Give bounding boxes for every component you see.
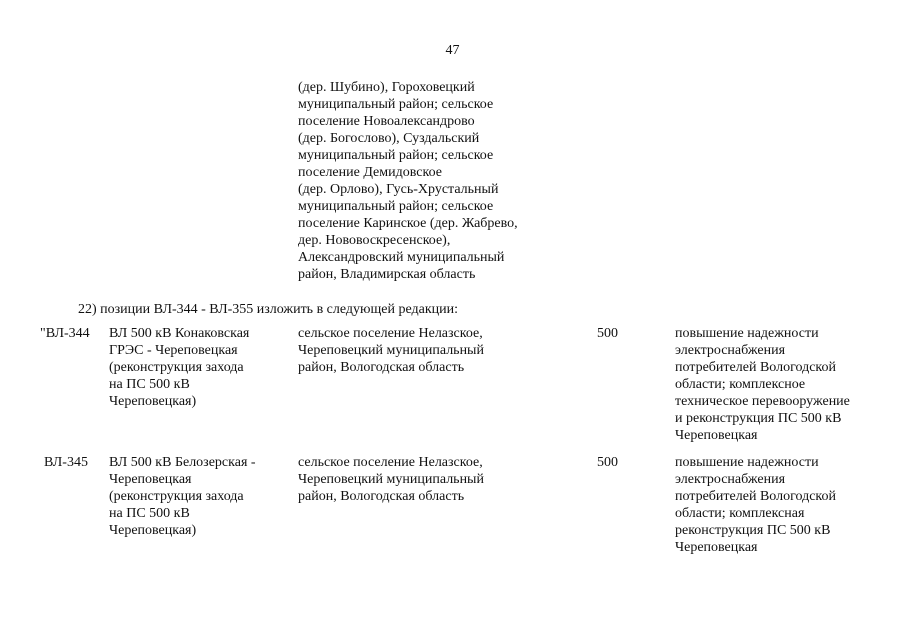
page-number: 47 — [445, 43, 460, 58]
amendment-instruction: 22) позиции ВЛ-344 - ВЛ-355 изложить в следующей редакции: — [78, 302, 459, 317]
position-code: ВЛ-345 — [44, 455, 88, 470]
line-name: ВЛ 500 кВ Белозерская - Череповецкая (реконструкция захода на ПС 500 кВ Череповецкая) — [109, 455, 256, 538]
purpose: повышение надежности электроснабжения потребителей Вологодской области; комплексное техническое перевооружение и реконструкция ПС 500 кВ Череповецкая — [675, 326, 850, 443]
position-code: "ВЛ-344 — [40, 326, 90, 341]
continued-location-text: (дер. Шубино), Гороховецкий муниципальный район; сельское поселение Новоалександрово (дер. Богослово), Суздальский муниципальный район; сельское поселение Демидовское (дер. Орлово), Гусь-Хрустальный муниципальный район; сельское поселение Каринское (дер. Жабрево, дер. Нововоскресенское), Александровский муниципальный район, Владимирская область — [298, 80, 518, 282]
purpose: повышение надежности электроснабжения потребителей Вологодской области; комплексная реконструкция ПС 500 кВ Череповецкая — [675, 455, 836, 555]
location: сельское поселение Нелазское, Череповецкий муниципальный район, Вологодская область — [298, 326, 484, 375]
location: сельское поселение Нелазское, Череповецкий муниципальный район, Вологодская область — [298, 455, 484, 504]
line-name: ВЛ 500 кВ Конаковская ГРЭС - Череповецкая (реконструкция захода на ПС 500 кВ Череповецкая) — [109, 326, 250, 409]
voltage: 500 — [597, 455, 618, 470]
voltage: 500 — [597, 326, 618, 341]
